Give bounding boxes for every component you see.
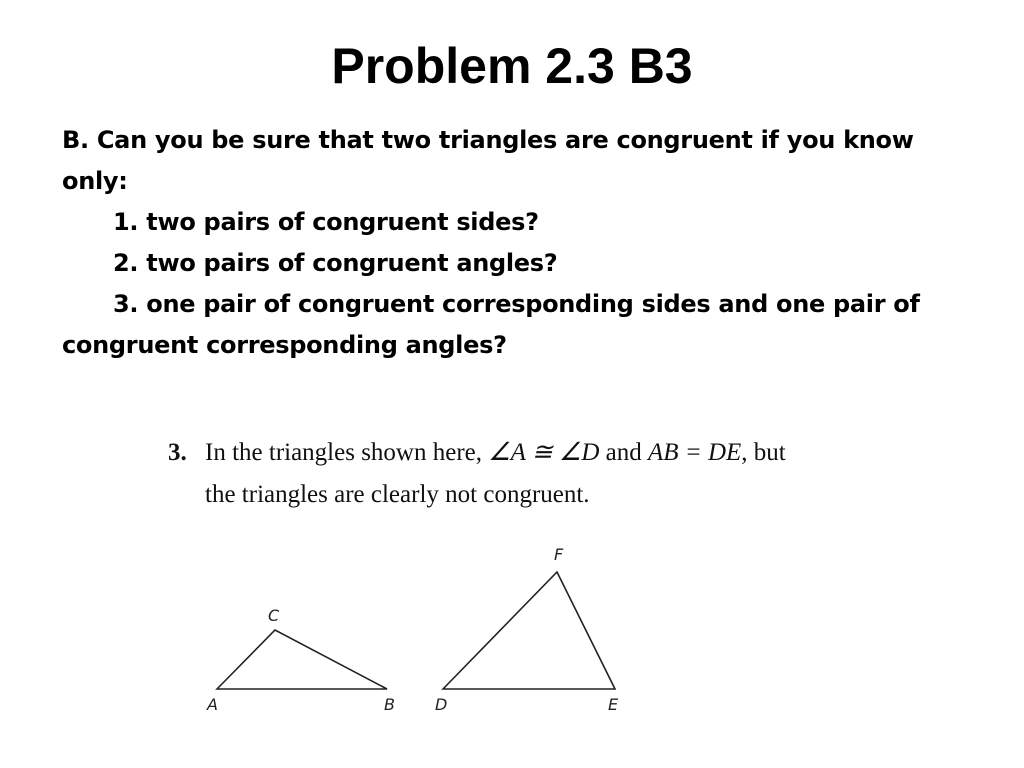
vertex-label-b: B — [384, 695, 395, 714]
vertex-label-d: D — [435, 695, 448, 714]
question-line: only: — [62, 167, 128, 195]
vertex-label-e: E — [608, 695, 619, 714]
excerpt-math-angles: ∠A ≅ ∠D — [488, 439, 600, 466]
question-item-1: 1. two pairs of congruent sides? — [113, 208, 539, 236]
excerpt-text: and — [599, 439, 649, 466]
triangles-figure — [195, 538, 645, 728]
excerpt-text: In the triangles shown here, — [205, 439, 489, 466]
excerpt-math-sides: AB = DE — [648, 439, 742, 466]
question-text — [62, 120, 982, 366]
textbook-excerpt — [168, 432, 928, 516]
excerpt-number: 3. — [168, 439, 187, 466]
excerpt-text: , but — [741, 439, 786, 466]
vertex-label-c: C — [268, 606, 280, 625]
question-item-3: 3. one pair of congruent corresponding sides and one pair of — [113, 290, 920, 318]
triangle-abc — [217, 630, 387, 689]
question-item-2: 2. two pairs of congruent angles? — [113, 249, 558, 277]
question-line: B. Can you be sure that two triangles are congruent if you know — [62, 126, 914, 154]
excerpt-line-2: the triangles are clearly not congruent. — [205, 481, 590, 508]
vertex-label-f: F — [554, 545, 564, 564]
vertex-label-a: A — [207, 695, 218, 714]
slide-title: Problem 2.3 B3 — [331, 38, 693, 94]
question-item-3-continued: congruent corresponding angles? — [62, 331, 507, 359]
triangle-def — [443, 572, 615, 689]
